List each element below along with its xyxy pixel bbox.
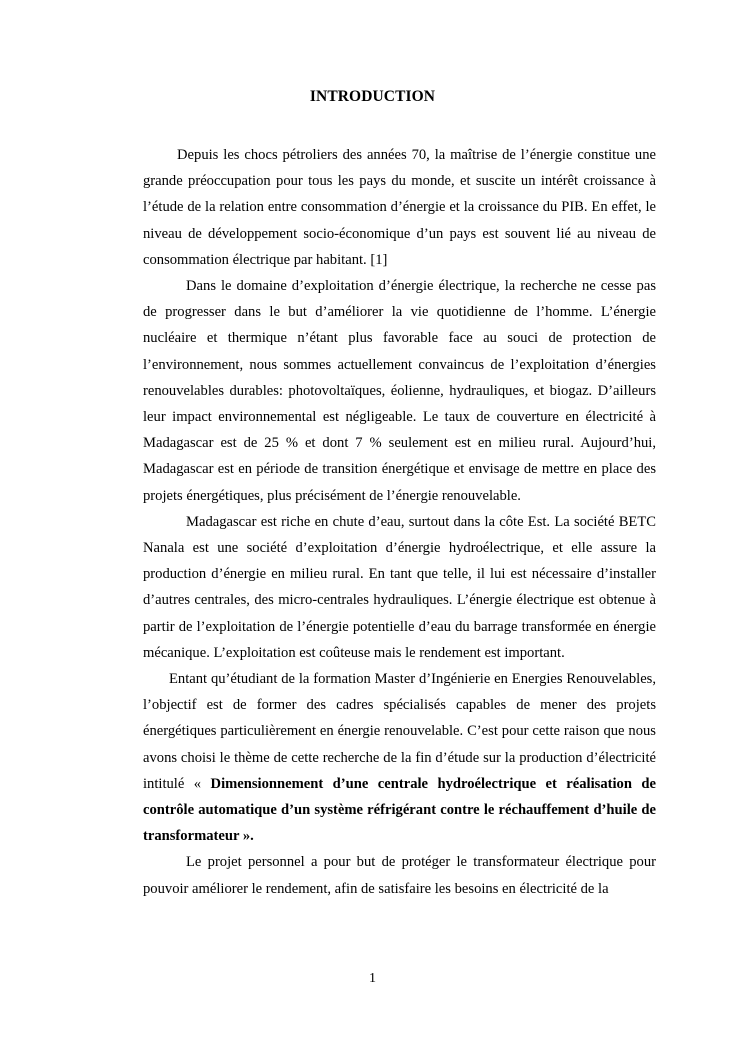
paragraph-3: Madagascar est riche en chute d’eau, surtout dans la côte Est. La société BETC Nanala est une société d’exploitation d’énergie hydroélectrique, et elle assure la production d’énergie en milieu rural. En tant que telle, il lui est nécessaire d’installer d’autres centrales, des micro-centrales hydrauliques. L’énergie électrique est obtenue à partir de l’exploitation de l’énergie potentielle d’eau du barrage transformée en énergie mécanique. L’exploitation est coûteuse mais le rendement est important. bbox=[143, 513, 656, 661]
thesis-title-bold: Dimensionnement d’une centrale hydroélectrique et réalisation de contrôle automatique d’un système réfrigérant contre le réchauffement d’huile de transformateur ». bbox=[143, 775, 656, 845]
paragraph-2: Dans le domaine d’exploitation d’énergie électrique, la recherche ne cesse pas de progresser dans le but d’améliorer la vie quotidienne de l’homme. L’énergie nucléaire et thermique n’étant plus favorable face au souci de protection de l’environnement, nous sommes actuellement convaincus de l’exploitation d’énergies renouvelables durables: photovoltaïques, éolienne, hydrauliques, et biogaz. D’ailleurs leur impact environnemental est négligeable. Le taux de couverture en électricité à Madagascar est de 25 % et dont 7 % seulement est en milieu rural. Aujourd’hui, Madagascar est en période de transition énergétique et envisage de mettre en place des projets énergétiques, plus précisément de l’énergie renouvelable. bbox=[143, 278, 656, 504]
paragraph-1: Depuis les chocs pétroliers des années 70, la maîtrise de l’énergie constitue une grande préoccupation pour tous les pays du monde, et suscite un intérêt croissance à l’étude de la relation entre consommation d’énergie et la croissance du PIB. En effet, le niveau de développement socio-économique d’un pays est souvent lié au niveau de consommation électrique par habitant. [1] bbox=[143, 147, 656, 268]
paragraph-4-text: Entant qu’étudiant de la formation Master d’Ingénierie en Energies Renouvelables, l’objectif est de former des cadres spécialisés capables de mener des projets énergétiques particulièrement en énergie renouvelable. C’est pour cette raison que nous avons choisi le thème de cette recherche de la fin d’étude sur la production d’électricité intitulé « bbox=[143, 671, 656, 792]
page-title: INTRODUCTION bbox=[309, 88, 436, 105]
body-text bbox=[143, 142, 656, 902]
page-number: 1 bbox=[369, 971, 376, 986]
paragraph-5: Le projet personnel a pour but de protéger le transformateur électrique pour pouvoir améliorer le rendement, afin de satisfaire les besoins en électricité de la bbox=[143, 854, 656, 897]
paragraph-4 bbox=[143, 666, 656, 849]
